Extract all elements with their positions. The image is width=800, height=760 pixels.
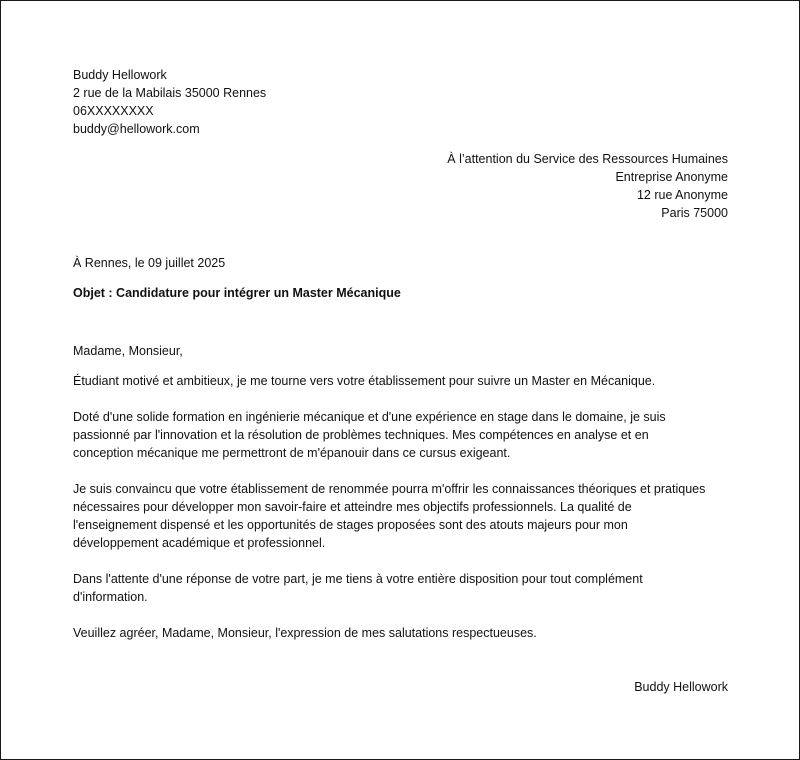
sender-email: buddy@hellowork.com bbox=[73, 122, 200, 136]
recipient-street: 12 rue Anonyme bbox=[636, 188, 728, 202]
letter-body bbox=[73, 372, 728, 660]
paragraph-line: d'information. bbox=[73, 590, 148, 604]
paragraph-line: Dans l'attente d'une réponse de votre part, je me tiens à votre entière disposition pour tout complément bbox=[73, 572, 643, 586]
body-paragraph bbox=[73, 624, 728, 642]
paragraph-line: passionné par l'innovation et la résolution de problèmes techniques. Mes compétences en analyse et en bbox=[73, 428, 649, 442]
body-paragraph bbox=[73, 570, 728, 606]
body-paragraph bbox=[73, 372, 728, 390]
paragraph-line: Je suis convaincu que votre établissement de renommée pourra m'offrir les connaissances théoriques et pratiques bbox=[73, 482, 706, 496]
signature: Buddy Hellowork bbox=[634, 680, 728, 694]
body-paragraph bbox=[73, 408, 728, 462]
recipient-attention: À l’attention du Service des Ressources Humaines bbox=[447, 152, 728, 166]
sender-address: 2 rue de la Mabilais 35000 Rennes bbox=[73, 86, 267, 100]
body-paragraph bbox=[73, 480, 728, 552]
paragraph-line: conception mécanique me permettront de m'épanouir dans ce cursus exigeant. bbox=[73, 446, 511, 460]
paragraph-line: Veuillez agréer, Madame, Monsieur, l'expression de mes salutations respectueuses. bbox=[73, 626, 537, 640]
paragraph-line: Étudiant motivé et ambitieux, je me tourne vers votre établissement pour suivre un Master en Mécanique. bbox=[73, 374, 656, 388]
sender-phone: 06XXXXXXXX bbox=[73, 104, 154, 118]
paragraph-line: l'enseignement dispensé et les opportunités de stages proposées sont des atouts majeurs pour mon bbox=[73, 518, 628, 532]
date-line: À Rennes, le 09 juillet 2025 bbox=[73, 256, 226, 270]
sender-block bbox=[73, 66, 728, 138]
recipient-block bbox=[73, 150, 728, 222]
paragraph-line: Doté d'une solide formation en ingénierie mécanique et d'une expérience en stage dans le domaine, je suis bbox=[73, 410, 666, 424]
greeting: Madame, Monsieur, bbox=[73, 344, 183, 358]
subject-line: Objet : Candidature pour intégrer un Master Mécanique bbox=[73, 286, 401, 300]
recipient-city: Paris 75000 bbox=[661, 206, 728, 220]
paragraph-line: développement académique et professionnel. bbox=[73, 536, 326, 550]
paragraph-line: nécessaires pour développer mon savoir-faire et atteindre mes objectifs professionnels. La qualité de bbox=[73, 500, 632, 514]
recipient-company: Entreprise Anonyme bbox=[615, 170, 728, 184]
sender-name: Buddy Hellowork bbox=[73, 68, 167, 82]
